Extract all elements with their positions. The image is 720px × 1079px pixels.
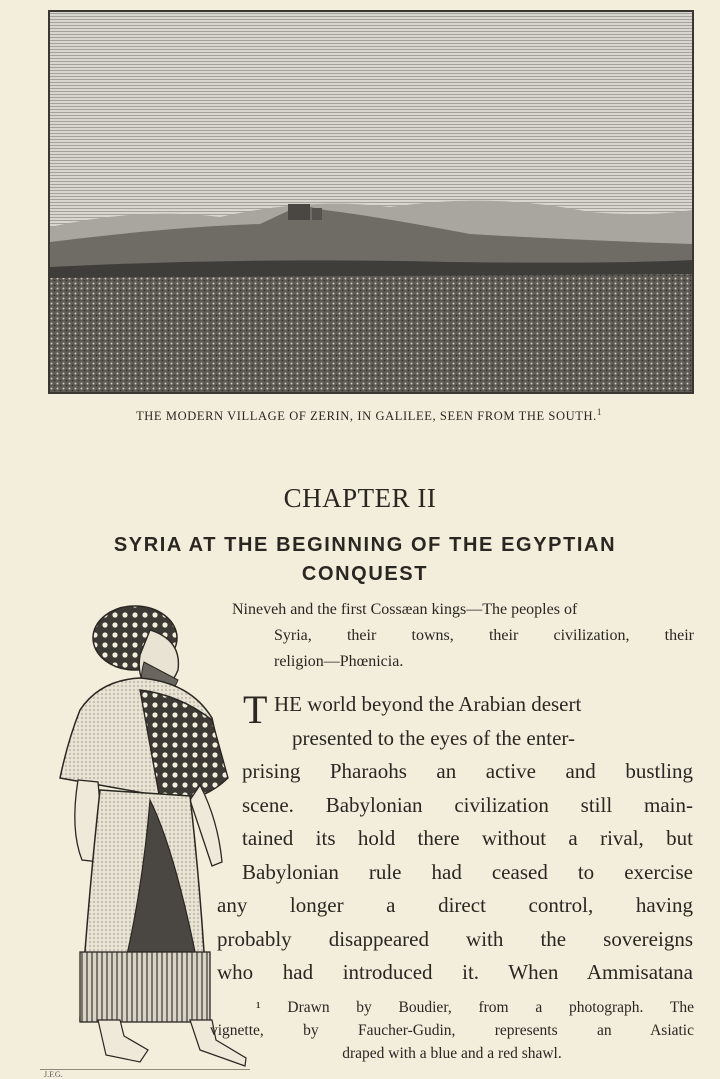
drop-cap: T [243,687,268,732]
chapter-title-line-2: CONQUEST [301,563,429,585]
chapter-heading: CHAPTER II [283,483,437,513]
footnote-line-3: draped with a blue and a red shawl. [342,1045,562,1062]
summary-line-2: Syria, their towns, their civilization, their [274,627,694,644]
chapter-summary [232,597,694,675]
body-line-6: Babylonian rule had ceased to exercise [242,859,693,884]
body-line-1: HE world beyond the Arabian desert [274,692,582,716]
summary-line-3: religion—Phœnicia. [274,653,404,670]
footnote [210,996,694,1065]
plate-caption [48,407,690,424]
engraver-mark: J.F.G. [44,1070,63,1079]
caption-footnote-marker: 1 [596,407,602,417]
footnote-line-1: ¹ Drawn by Boudier, from a photograph. The [256,999,694,1016]
landscape-illustration [50,12,692,392]
summary-line-1: Nineveh and the first Cossæan kings—The peoples of [232,601,578,618]
engraving-zerin-village [48,10,694,394]
body-line-5: tained its hold there without a rival, but [242,826,693,850]
body-line-9: who had introduced it. When Ammisatana [217,960,693,984]
body-line-2: presented to the eyes of the enter- [292,725,575,750]
body-line-3: prising Pharaohs an active and bustling [242,759,693,783]
body-line-8: probably disappeared with the sovereigns [217,926,693,951]
chapter-title-line-1: SYRIA AT THE BEGINNING OF THE EGYPTIAN [113,534,617,556]
body-line-4: scene. Babylonian civilization still main- [242,792,693,817]
footnote-line-2: vignette, by Faucher-Gudin, represents an Asiatic [210,1022,694,1039]
plate-caption-text: THE MODERN VILLAGE OF ZERIN, IN GALILEE, SEEN FROM THE SOUTH. [136,409,597,424]
body-line-7: any longer a direct control, having [217,893,693,917]
chapter-title [55,531,675,589]
